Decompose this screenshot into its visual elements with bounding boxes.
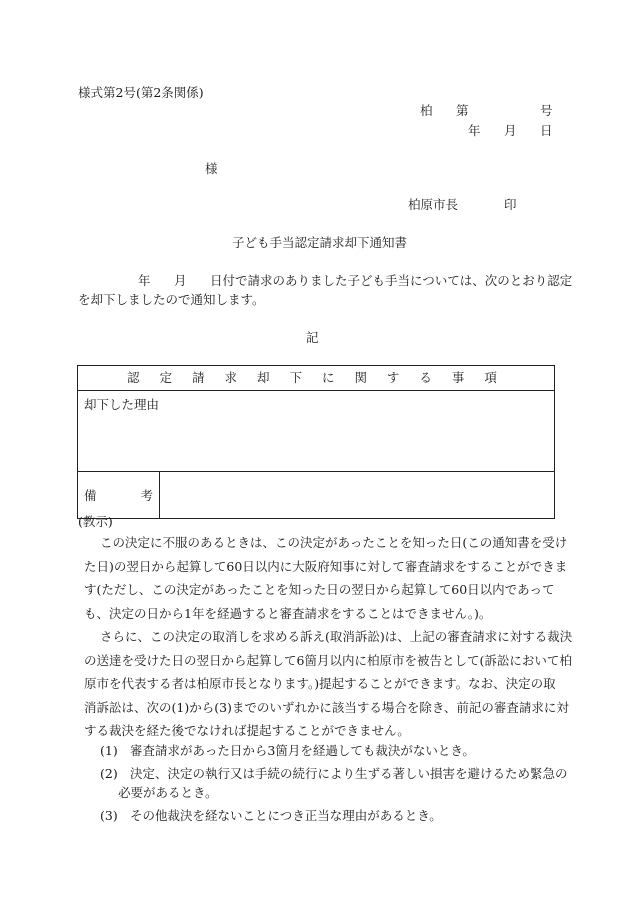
notice-heading: (教示) bbox=[78, 514, 113, 529]
addressee-suffix: 様 bbox=[205, 161, 218, 176]
doc-number-dai: 第 bbox=[456, 103, 469, 118]
seal-mark: 印 bbox=[504, 197, 517, 212]
rejection-table bbox=[77, 365, 555, 519]
list-item-2-text: 決定、決定の執行又は手続の続行により生ずる著しい損害を避けるため緊急の bbox=[130, 766, 568, 781]
notice-p2-line: 消訴訟は、次の(1)から(3)までのいずれかに該当する場合を除き、前記の審査請求に対 bbox=[84, 699, 569, 715]
notice-p2-line: 原市を代表する者は柏原市長となります。)提起することができます。なお、決定の取 bbox=[84, 676, 556, 691]
sender-title: 柏原市長 bbox=[408, 197, 459, 212]
note-value bbox=[160, 472, 555, 519]
notice-p1-line: た日)の翌日から起算して60日以内に大阪府知事に対して審査請求をすることができま bbox=[84, 558, 568, 574]
notice-paragraph-1 bbox=[78, 531, 568, 625]
list-item-3-num: (3) bbox=[100, 808, 118, 823]
date-month: 月 bbox=[504, 123, 517, 138]
reason-cell bbox=[78, 391, 555, 472]
list-item-2-cont: 必要があるとき。 bbox=[118, 785, 218, 800]
date-year: 年 bbox=[468, 123, 481, 138]
intro-year: 年 bbox=[138, 273, 151, 288]
notice-p1-line: この決定に不服のあるときは、この決定があったことを知った日(この通知書を受け bbox=[100, 535, 568, 550]
intro-month: 月 bbox=[174, 273, 187, 288]
notice-p2-line: する裁決を経た後でなければ提起することができません。 bbox=[84, 723, 410, 738]
reason-label: 却下した理由 bbox=[84, 397, 160, 412]
note-label-1: 備 bbox=[84, 488, 97, 503]
doc-number-go: 号 bbox=[540, 103, 553, 118]
intro-line-1: 日付で請求のありました子ども手当については、次のとおり認定 bbox=[210, 273, 573, 288]
note-label-2: 考 bbox=[140, 488, 153, 503]
list-item-1-text: 審査請求があった日から3箇月を経過しても裁決がないとき。 bbox=[130, 743, 475, 758]
notice-p2-line: さらに、この決定の取消しを求める訴え(取消訴訟)は、上記の審査請求に対する裁決 bbox=[100, 629, 573, 644]
date-day: 日 bbox=[540, 123, 553, 138]
list-item-2-num: (2) bbox=[100, 766, 118, 781]
notice-p2-line: の送達を受けた日の翌日から起算して6箇月以内に柏原市を被告として(訴訟において柏 bbox=[84, 652, 572, 668]
list-item-1-num: (1) bbox=[100, 743, 118, 758]
ki-heading: 記 bbox=[306, 330, 319, 345]
notice-p1-line: す(ただし、この決定があったことを知った日の翌日から起算して60日以内であって bbox=[84, 582, 555, 597]
list-item-3-text: その他裁決を経ないことにつき正当な理由があるとき。 bbox=[130, 808, 442, 823]
doc-number-place: 柏 bbox=[420, 103, 433, 118]
notice-paragraph-2 bbox=[78, 625, 573, 743]
form-label: 様式第2号(第2条関係) bbox=[78, 85, 204, 100]
notice-p1-line: も、決定の日から1年を経過すると審査請求をすることはできません。)。 bbox=[84, 605, 492, 621]
document-title: 子ども手当認定請求却下通知書 bbox=[232, 235, 408, 250]
note-label bbox=[78, 472, 160, 519]
table-header: 認 定 請 求 却 下 に 関 す る 事 項 bbox=[78, 366, 555, 391]
intro-line-2: を却下しましたので通知します。 bbox=[78, 292, 265, 307]
